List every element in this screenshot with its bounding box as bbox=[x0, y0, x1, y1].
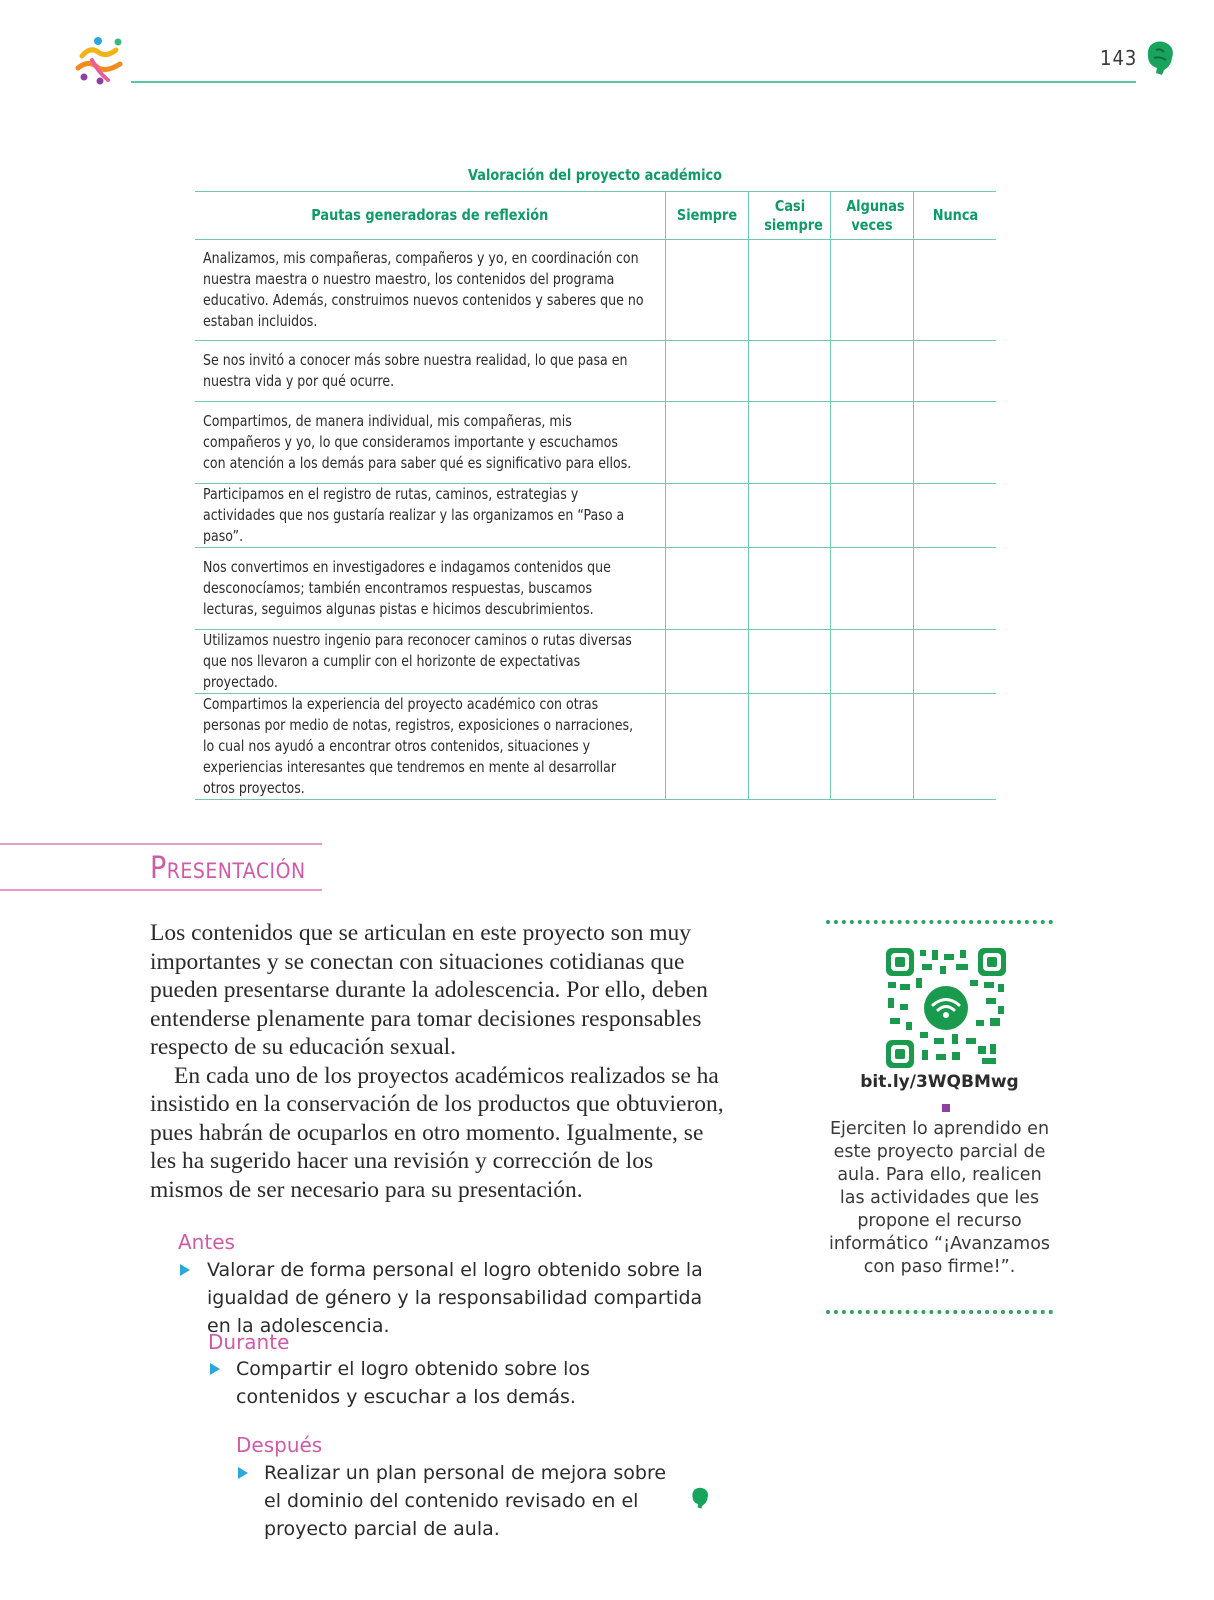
program-logo-icon bbox=[72, 34, 128, 86]
phase-title-antes: Antes bbox=[178, 1230, 235, 1254]
cell-nunca[interactable] bbox=[913, 694, 996, 800]
row-text: Compartimos la experiencia del proyecto académico con otras personas por medio de notas, registros, exposiciones o narraciones, lo cual nos ayudó a encontrar otros contenidos, situaciones y experiencias interesantes que tendremos en mente al desarrollar otros proyectos. bbox=[195, 694, 666, 800]
cell-casi-siempre[interactable] bbox=[748, 694, 831, 800]
cell-siempre[interactable] bbox=[666, 402, 749, 484]
column-header-casi-siempre: Casi siempre bbox=[748, 192, 831, 240]
row-text: Participamos en el registro de rutas, caminos, estrategias y actividades que nos gustaría realizar y las organizamos en “Paso a paso”. bbox=[195, 484, 666, 548]
cell-casi-siempre[interactable] bbox=[748, 548, 831, 630]
cell-siempre[interactable] bbox=[666, 341, 749, 402]
presentation-body bbox=[150, 919, 730, 1204]
table-row bbox=[195, 402, 996, 484]
row-text: Compartimos, de manera individual, mis compañeras, mis compañeros y yo, lo que consideramos importante y escuchamos con atención a los demás para saber qué es significativo para ellos. bbox=[195, 402, 666, 484]
resource-description: Ejerciten lo aprendido en este proyecto parcial de aula. Para ello, realicen las actividades que les propone el recurso informático “¡Avanzamos con paso firme!”. bbox=[828, 1119, 1051, 1277]
column-header-siempre: Siempre bbox=[666, 192, 749, 240]
header-rule bbox=[131, 81, 1136, 83]
cell-algunas-veces[interactable] bbox=[831, 240, 914, 341]
section-rule-top bbox=[0, 843, 322, 845]
resource-url[interactable]: bit.ly/3WQBMwg bbox=[860, 1072, 1019, 1092]
column-header-guidelines: Pautas generadoras de reflexión bbox=[195, 192, 666, 240]
table-row bbox=[195, 240, 996, 341]
section-rule-bottom bbox=[0, 889, 322, 891]
cell-siempre[interactable] bbox=[666, 240, 749, 341]
bullet-icon bbox=[180, 1264, 190, 1276]
cell-siempre[interactable] bbox=[666, 694, 749, 800]
purple-square-icon bbox=[942, 1104, 950, 1112]
bullet-icon bbox=[238, 1467, 248, 1479]
table-row bbox=[195, 484, 996, 548]
cell-algunas-veces[interactable] bbox=[831, 341, 914, 402]
cell-nunca[interactable] bbox=[913, 630, 996, 694]
row-text: Utilizamos nuestro ingenio para reconocer caminos o rutas diversas que nos llevaron a cumplir con el horizonte de expectativas proyectado. bbox=[195, 630, 666, 694]
phase-title-durante: Durante bbox=[208, 1330, 290, 1354]
cell-algunas-veces[interactable] bbox=[831, 402, 914, 484]
bullet-icon bbox=[210, 1363, 220, 1375]
phase-item-durante: Compartir el logro obtenido sobre los contenidos y escuchar a los demás. bbox=[236, 1358, 590, 1408]
cell-algunas-veces[interactable] bbox=[831, 630, 914, 694]
phase-item-despues: Realizar un plan personal de mejora sobre el dominio del contenido revisado en el proyecto parcial de aula. bbox=[264, 1462, 667, 1540]
phase-item-antes: Valorar de forma personal el logro obtenido sobre la igualdad de género y la responsabilidad compartida en la adolescencia. bbox=[207, 1259, 703, 1337]
cell-siempre[interactable] bbox=[666, 630, 749, 694]
column-header-algunas-veces: Algunas veces bbox=[831, 192, 914, 240]
cell-nunca[interactable] bbox=[913, 240, 996, 341]
phase-title-despues: Después bbox=[236, 1433, 323, 1457]
cell-algunas-veces[interactable] bbox=[831, 548, 914, 630]
cell-siempre[interactable] bbox=[666, 484, 749, 548]
row-text: Analizamos, mis compañeras, compañeros y yo, en coordinación con nuestra maestra o nuestro maestro, los contenidos del programa educativo. Además, construimos nuevos contenidos y saberes que no estaban incluidos. bbox=[195, 240, 666, 341]
cell-casi-siempre[interactable] bbox=[748, 341, 831, 402]
cell-casi-siempre[interactable] bbox=[748, 402, 831, 484]
evaluation-table bbox=[195, 191, 996, 800]
table-row bbox=[195, 548, 996, 630]
cell-casi-siempre[interactable] bbox=[748, 630, 831, 694]
cell-casi-siempre[interactable] bbox=[748, 240, 831, 341]
cell-nunca[interactable] bbox=[913, 402, 996, 484]
table-row bbox=[195, 341, 996, 402]
cell-nunca[interactable] bbox=[913, 484, 996, 548]
table-row bbox=[195, 630, 996, 694]
sidebar-dotted-bottom bbox=[826, 1310, 1053, 1314]
cell-algunas-veces[interactable] bbox=[831, 694, 914, 800]
paragraph: Los contenidos que se articulan en este proyecto son muy importantes y se conectan con situaciones cotidianas que pueden presentarse durante la adolescencia. Por ello, deben entenderse plenamente para tomar decisiones responsables respecto de su educación sexual. bbox=[150, 920, 708, 1060]
qr-code-icon[interactable] bbox=[886, 948, 1006, 1068]
paragraph: En cada uno de los proyectos académicos realizados se ha insistido en la conservación de los productos que obtuvieron, pues habrán de ocuparlos en otro momento. Igualmente, se les ha sugerido hacer una revisión y corrección de los mismos de ser necesario para su presentación. bbox=[150, 1062, 724, 1203]
section-title: Presentación bbox=[150, 851, 306, 886]
cell-siempre[interactable] bbox=[666, 548, 749, 630]
table-row bbox=[195, 694, 996, 800]
cell-nunca[interactable] bbox=[913, 548, 996, 630]
green-figure-icon bbox=[690, 1486, 710, 1510]
row-text: Se nos invitó a conocer más sobre nuestra realidad, lo que pasa en nuestra vida y por qué ocurre. bbox=[195, 341, 666, 402]
cell-casi-siempre[interactable] bbox=[748, 484, 831, 548]
row-text: Nos convertimos en investigadores e indagamos contenidos que desconocíamos; también encontramos respuestas, buscamos lecturas, seguimos algunas pistas e hicimos descubrimientos. bbox=[195, 548, 666, 630]
page-number: 143 bbox=[1100, 46, 1138, 70]
cell-nunca[interactable] bbox=[913, 341, 996, 402]
column-header-nunca: Nunca bbox=[913, 192, 996, 240]
green-figure-icon bbox=[1144, 40, 1176, 76]
table-title: Valoración del proyecto académico bbox=[467, 166, 723, 184]
cell-algunas-veces[interactable] bbox=[831, 484, 914, 548]
sidebar-dotted-top bbox=[826, 920, 1053, 924]
